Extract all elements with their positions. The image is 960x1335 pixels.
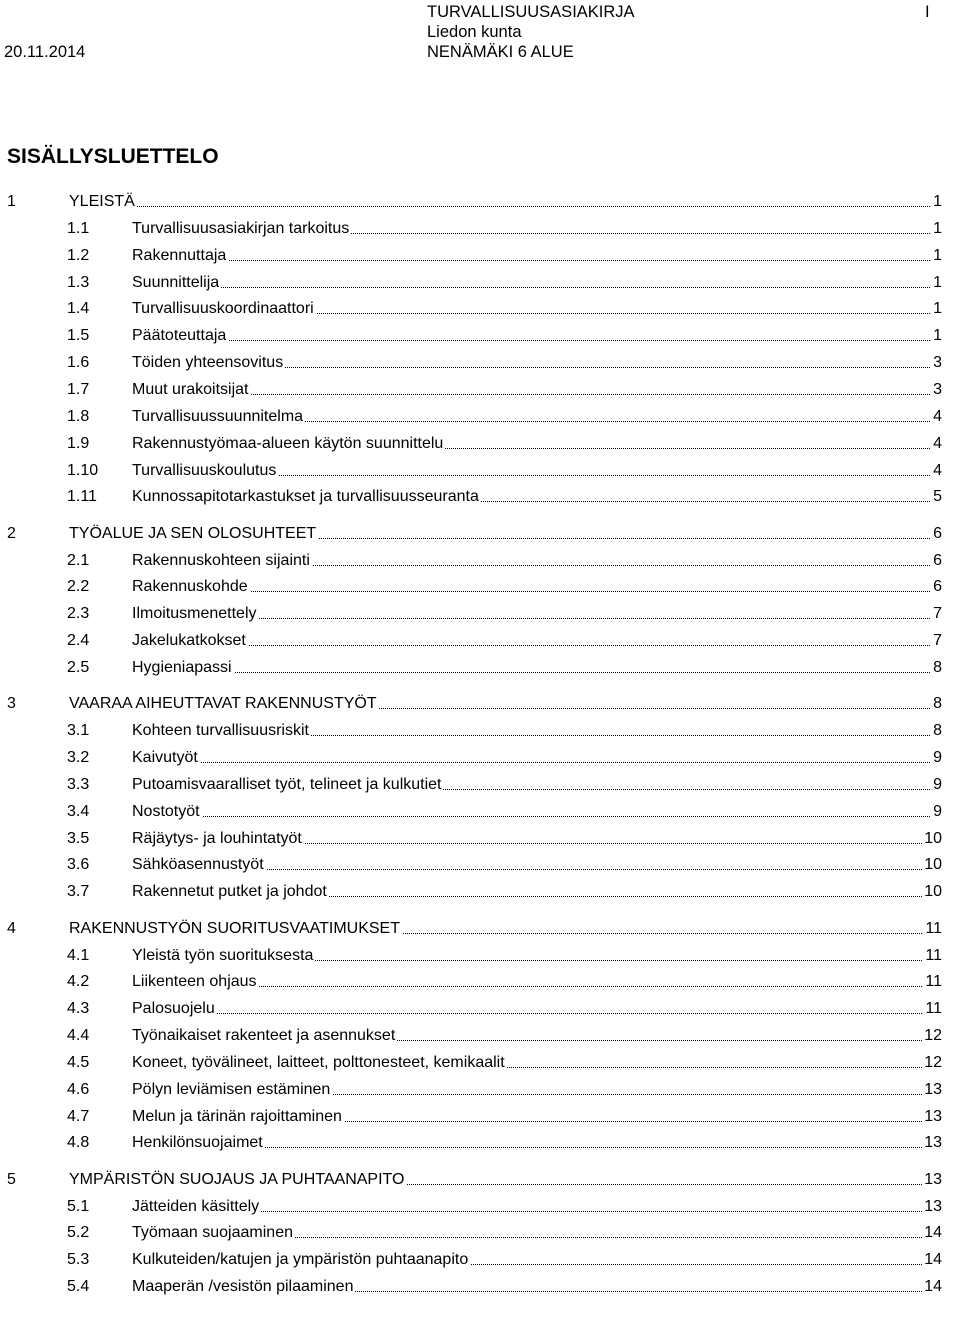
dot-leader (132, 998, 942, 1014)
toc-entry-title: Turvallisuuskoordinaattori (132, 298, 316, 320)
toc-subsection-entry[interactable] (0, 603, 942, 625)
toc-subsection-entry[interactable] (0, 1222, 942, 1244)
toc-subsection-entry[interactable] (0, 1249, 942, 1271)
toc-entry-page: 12 (922, 1025, 942, 1047)
toc-entry-title: Rakennustyömaa-alueen käytön suunnittelu (132, 433, 445, 455)
toc-entry-number: 1 (7, 193, 16, 210)
toc-subsection-entry[interactable] (0, 245, 942, 267)
toc-entry-title: Turvallisuuskoulutus (132, 460, 278, 482)
municipality: Liedon kunta (427, 23, 522, 41)
toc-entry-title: Muut urakoitsijat (132, 379, 251, 401)
toc-entry-number: 1.11 (67, 488, 97, 506)
toc-entry-number: 4.8 (67, 1134, 90, 1152)
toc-entry-title: YMPÄRISTÖN SUOJAUS JA PUHTAANAPITO (69, 1169, 406, 1191)
toc-entry-number: 4.6 (67, 1080, 90, 1098)
toc-subsection-entry[interactable] (0, 774, 942, 796)
toc-entry-number: 5.2 (67, 1224, 90, 1242)
page-header (0, 0, 960, 80)
toc-subsection-entry[interactable] (0, 550, 942, 572)
toc-subsection-entry[interactable] (0, 433, 942, 455)
toc-entry-title: Turvallisuussuunnitelma (132, 406, 305, 428)
toc-subsection-entry[interactable] (0, 379, 942, 401)
toc-entry-number: 3.7 (67, 883, 90, 901)
toc-section-entry[interactable] (0, 523, 942, 545)
toc-entry-number: 4.5 (67, 1053, 90, 1071)
toc-entry-page: 13 (922, 1132, 942, 1154)
toc-entry-title: Jätteiden käsittely (132, 1196, 261, 1218)
toc-entry-number: 1.9 (67, 434, 90, 452)
toc-entry-page: 6 (931, 523, 942, 545)
toc-subsection-entry[interactable] (0, 1276, 942, 1298)
toc-entry-page: 11 (923, 998, 942, 1020)
toc-subsection-entry[interactable] (0, 630, 942, 652)
toc-subsection-entry[interactable] (0, 828, 942, 850)
toc-entry-number: 2 (7, 524, 16, 542)
toc-subsection-entry[interactable] (0, 747, 942, 769)
toc-entry-page: 1 (931, 272, 942, 294)
toc-entry-number: 1.8 (67, 407, 90, 425)
toc-subsection-entry[interactable] (0, 1196, 942, 1218)
toc-entry-number: 5 (7, 1170, 16, 1188)
toc-entry-number: 5.1 (67, 1197, 90, 1215)
toc-entry-title: TYÖALUE JA SEN OLOSUHTEET (69, 523, 318, 545)
toc-entry-number: 4.7 (67, 1107, 90, 1125)
toc-section-entry[interactable] (0, 1169, 942, 1191)
toc-entry-page: 13 (922, 1196, 942, 1218)
toc-entry-number: 2.2 (67, 578, 90, 596)
toc-entry-page: 1 (931, 191, 942, 213)
toc-entry-title: Kulkuteiden/katujen ja ympäristön puhtaanapito (132, 1249, 470, 1271)
dot-leader (132, 747, 942, 763)
toc-entry-page: 8 (931, 693, 942, 715)
toc-entry-number: 1.5 (67, 327, 90, 345)
toc-subsection-entry[interactable] (0, 945, 942, 967)
toc-subsection-entry[interactable] (0, 881, 942, 903)
toc-entry-number: 4.3 (67, 1000, 90, 1018)
toc-entry-page: 7 (931, 630, 942, 652)
toc-subsection-entry[interactable] (0, 1132, 942, 1154)
toc-entry-title: Yleistä työn suorituksesta (132, 945, 315, 967)
toc-entry-page: 6 (931, 576, 942, 598)
toc-entry-number: 3.3 (67, 775, 90, 793)
toc-entry-page: 10 (922, 828, 942, 850)
toc-entry-title: YLEISTÄ (69, 191, 137, 213)
toc-entry-title: Kohteen turvallisuusriskit (132, 720, 311, 742)
toc-entry-page: 9 (931, 747, 942, 769)
toc-entry-title: Räjäytys- ja louhintatyöt (132, 828, 304, 850)
toc-subsection-entry[interactable] (0, 460, 942, 482)
toc-entry-title: Ilmoitusmenettely (132, 603, 259, 625)
dot-leader (132, 657, 942, 673)
toc-entry-title: Sähköasennustyöt (132, 854, 266, 876)
document-date: 20.11.2014 (4, 43, 86, 61)
toc-entry-title: Liikenteen ohjaus (132, 971, 259, 993)
toc-entry-page: 14 (922, 1276, 942, 1298)
toc-entry-title: Kaivutyöt (132, 747, 200, 769)
dot-leader (132, 272, 942, 288)
toc-entry-title: Rakennuskohteen sijainti (132, 550, 312, 572)
toc-entry-page: 13 (922, 1106, 942, 1128)
toc-subsection-entry[interactable] (0, 801, 942, 823)
toc-entry-title: Maaperän /vesistön pilaaminen (132, 1276, 355, 1298)
toc-subsection-entry[interactable] (0, 576, 942, 598)
toc-entry-number: 1.1 (67, 219, 90, 237)
toc-subsection-entry[interactable] (0, 657, 942, 679)
toc-entry-number: 5.3 (67, 1251, 90, 1269)
dot-leader (132, 379, 942, 395)
toc-entry-title: Töiden yhteensovitus (132, 352, 285, 374)
toc-section-entry[interactable] (0, 191, 942, 213)
area-name: NENÄMÄKI 6 ALUE (427, 43, 574, 61)
toc-entry-title: Päätoteuttaja (132, 325, 228, 347)
toc-entry-page: 1 (931, 218, 942, 240)
toc-subsection-entry[interactable] (0, 406, 942, 428)
toc-entry-page: 6 (931, 550, 942, 572)
toc-entry-number: 5.4 (67, 1278, 90, 1296)
toc-entry-number: 4.4 (67, 1027, 90, 1044)
dot-leader (132, 576, 942, 592)
toc-entry-page: 8 (931, 720, 942, 742)
dot-leader (69, 191, 942, 207)
toc-subsection-entry[interactable] (0, 971, 942, 993)
toc-entry-title: Turvallisuusasiakirjan tarkoitus (132, 218, 351, 240)
toc-entry-number: 3 (7, 695, 16, 713)
toc-subsection-entry[interactable] (0, 218, 942, 240)
toc-entry-title: Hygieniapassi (132, 657, 234, 679)
toc-subsection-entry[interactable] (0, 1079, 942, 1101)
toc-entry-title: Palosuojelu (132, 998, 217, 1020)
toc-subsection-entry[interactable] (0, 486, 942, 508)
dot-leader (132, 630, 942, 646)
toc-entry-number: 3.1 (67, 722, 90, 740)
toc-entry-page: 3 (931, 352, 942, 374)
toc-entry-title: Melun ja tärinän rajoittaminen (132, 1106, 344, 1128)
toc-entry-number: 3.6 (67, 856, 90, 874)
toc-entry-title: Työmaan suojaaminen (132, 1222, 295, 1244)
toc-entry-title: Nostotyöt (132, 801, 202, 823)
toc-title: SISÄLLYSLUETTELO (7, 145, 219, 168)
toc-entry-page: 11 (923, 945, 942, 967)
dot-leader (132, 801, 942, 817)
toc-entry-title: Putoamisvaaralliset työt, telineet ja kulkutiet (132, 774, 443, 796)
toc-entry-page: 11 (923, 971, 942, 993)
toc-entry-page: 9 (931, 774, 942, 796)
toc-entry-title: VAARAA AIHEUTTAVAT RAKENNUSTYÖT (69, 693, 379, 715)
toc-entry-page: 7 (931, 603, 942, 625)
toc-subsection-entry[interactable] (0, 352, 942, 374)
toc-subsection-entry[interactable] (0, 272, 942, 294)
toc-entry-title: Kunnossapitotarkastukset ja turvallisuusseuranta (132, 486, 481, 508)
page-marker: I (925, 3, 930, 21)
toc-entry-number: 4 (7, 919, 16, 937)
toc-entry-number: 1.7 (67, 381, 90, 398)
toc-entry-page: 10 (922, 854, 942, 876)
toc-entry-page: 12 (922, 1052, 942, 1074)
toc-entry-title: Rakennuttaja (132, 245, 228, 267)
toc-entry-page: 8 (931, 657, 942, 679)
toc-subsection-entry[interactable] (0, 998, 942, 1020)
toc-entry-number: 4.2 (67, 973, 90, 991)
toc-entry-title: Rakennuskohde (132, 576, 250, 598)
toc-section-entry[interactable] (0, 918, 942, 940)
toc-entry-number: 1.3 (67, 273, 90, 291)
toc-entry-number: 2.4 (67, 632, 90, 650)
toc-subsection-entry[interactable] (0, 720, 942, 742)
toc-entry-number: 2.3 (67, 605, 90, 623)
toc-entry-number: 1.4 (67, 300, 90, 318)
toc-entry-number: 3.4 (67, 802, 90, 820)
toc-subsection-entry[interactable] (0, 1106, 942, 1128)
toc-entry-number: 4.1 (67, 946, 90, 964)
toc-entry-number: 2.5 (67, 659, 90, 676)
toc-entry-page: 14 (922, 1222, 942, 1244)
toc-entry-page: 1 (931, 298, 942, 320)
toc-entry-number: 1.6 (67, 354, 90, 372)
toc-entry-page: 5 (931, 486, 942, 508)
toc-entry-page: 1 (931, 245, 942, 267)
toc-entry-number: 3.2 (67, 749, 90, 766)
toc-entry-page: 10 (922, 881, 942, 903)
toc-entry-number: 1.2 (67, 246, 90, 264)
document-type: TURVALLISUUSASIAKIRJA (427, 3, 635, 21)
toc-entry-title: Työnaikaiset rakenteet ja asennukset (132, 1025, 397, 1047)
toc-entry-title: Henkilönsuojaimet (132, 1132, 265, 1154)
toc-entry-title: Jakelukatkokset (132, 630, 248, 652)
toc-entry-title: Pölyn leviämisen estäminen (132, 1079, 332, 1101)
toc-section-entry[interactable] (0, 693, 942, 715)
toc-entry-page: 13 (922, 1169, 942, 1191)
toc-entry-title: Rakennetut putket ja johdot (132, 881, 329, 903)
toc-entry-page: 4 (931, 406, 942, 428)
toc-entry-number: 2.1 (67, 551, 90, 569)
toc-entry-title: Koneet, työvälineet, laitteet, polttonesteet, kemikaalit (132, 1052, 507, 1074)
toc-entry-number: 1.10 (67, 461, 99, 479)
dot-leader (132, 325, 942, 341)
toc-entry-page: 9 (931, 801, 942, 823)
toc-entry-title: RAKENNUSTYÖN SUORITUSVAATIMUKSET (69, 918, 402, 940)
toc-entry-page: 4 (931, 460, 942, 482)
toc-entry-number: 3.5 (67, 829, 90, 847)
toc-entry-page: 14 (922, 1249, 942, 1271)
toc-entry-title: Suunnittelija (132, 272, 221, 294)
toc-subsection-entry[interactable] (0, 298, 942, 320)
toc-subsection-entry[interactable] (0, 1025, 942, 1047)
toc-entry-page: 13 (922, 1079, 942, 1101)
toc-subsection-entry[interactable] (0, 325, 942, 347)
toc-entry-page: 11 (923, 918, 942, 940)
toc-subsection-entry[interactable] (0, 854, 942, 876)
toc-entry-page: 1 (931, 325, 942, 347)
toc-subsection-entry[interactable] (0, 1052, 942, 1074)
toc-entry-page: 3 (931, 379, 942, 401)
dot-leader (132, 245, 942, 261)
toc-entry-page: 4 (931, 433, 942, 455)
